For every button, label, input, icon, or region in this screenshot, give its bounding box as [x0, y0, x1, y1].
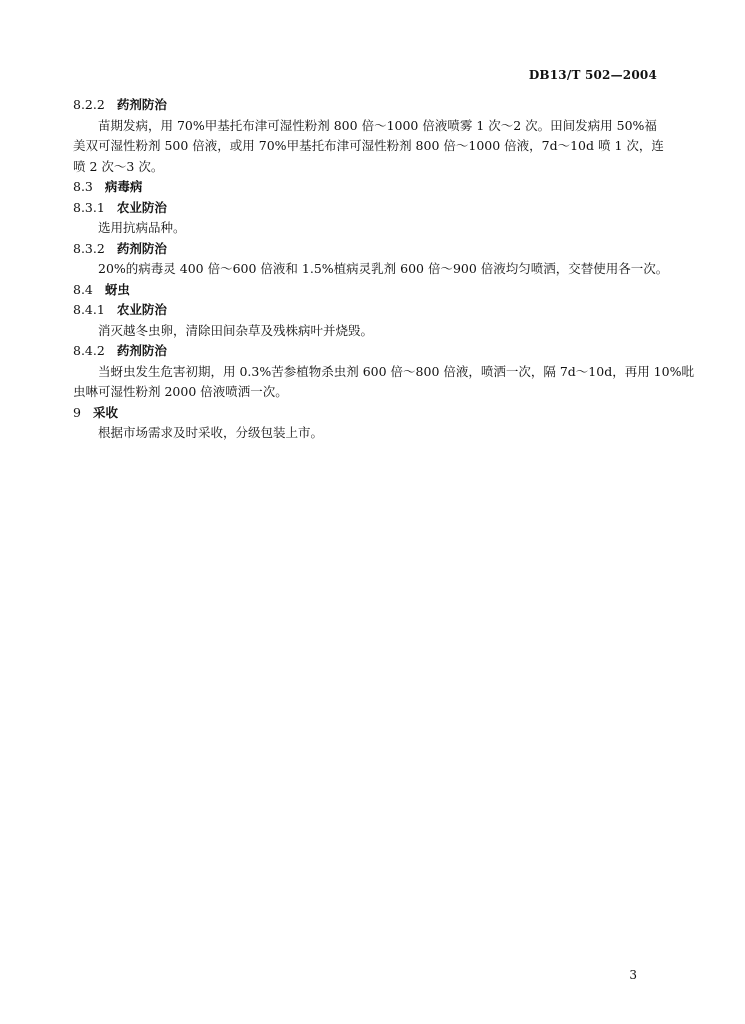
section-title: 病毒病 — [104, 179, 143, 194]
section-number: 8.4.1 — [73, 302, 105, 317]
section-number: 8.3.1 — [73, 199, 105, 215]
section-number: 8.3.2 — [73, 240, 105, 256]
section-number: 9 — [73, 404, 81, 420]
section-heading-8-3-2 — [73, 239, 663, 260]
document-body — [73, 95, 694, 444]
page-number: 3 — [629, 968, 637, 982]
section-number: 8.2.2 — [73, 97, 105, 112]
section-heading-8-3 — [73, 177, 663, 198]
section-title: 农业防治 — [116, 302, 167, 317]
paragraph-line: 选用抗病品种。 — [98, 220, 186, 235]
paragraph-line: 美双可湿性粉剂 500 倍液，或用 70%甲基托布津可湿性粉剂 800 倍～1000 倍液，7d～10d 喷 1 次，连 — [73, 138, 664, 153]
section-title: 药剂防治 — [116, 97, 167, 112]
section-heading-8-3-1 — [73, 198, 663, 219]
document-code: DB13/T 502—2004 — [528, 68, 657, 82]
section-number: 8.4 — [73, 281, 93, 297]
paragraph-line: 消灭越冬虫卵，清除田间杂草及残株病叶并烧毁。 — [98, 322, 374, 338]
section-title: 药剂防治 — [116, 343, 167, 358]
section-title: 采收 — [92, 404, 118, 420]
section-title: 蚜虫 — [104, 281, 130, 297]
paragraph-line: 虫啉可湿性粉剂 2000 倍液喷洒一次。 — [73, 384, 288, 399]
section-heading-8-4-2 — [73, 341, 663, 362]
paragraph-line: 苗期发病，用 70%甲基托布津可湿性粉剂 800 倍～1000 倍液喷雾 1 次～2 次。田间发病用 50%福 — [98, 117, 657, 133]
paragraph-line: 喷 2 次～3 次。 — [73, 158, 164, 174]
section-heading-8-4 — [73, 280, 663, 301]
paragraph-line: 20%的病毒灵 400 倍～600 倍液和 1.5%植病灵乳剂 600 倍～900 倍液均匀喷洒，交替使用各一次。 — [98, 261, 669, 276]
section-number: 8.3 — [73, 179, 93, 194]
section-heading-8-2-2 — [73, 95, 663, 116]
section-title: 农业防治 — [116, 199, 167, 215]
section-heading-9 — [73, 403, 663, 424]
section-title: 药剂防治 — [116, 240, 167, 256]
section-number: 8.4.2 — [73, 343, 105, 358]
section-heading-8-4-1 — [73, 300, 663, 321]
paragraph-line: 当蚜虫发生危害初期，用 0.3%苦参植物杀虫剂 600 倍～800 倍液，喷洒一次，隔 7d～10d，再用 10%吡 — [98, 363, 694, 379]
paragraph-line: 根据市场需求及时采收，分级包装上市。 — [98, 425, 324, 440]
